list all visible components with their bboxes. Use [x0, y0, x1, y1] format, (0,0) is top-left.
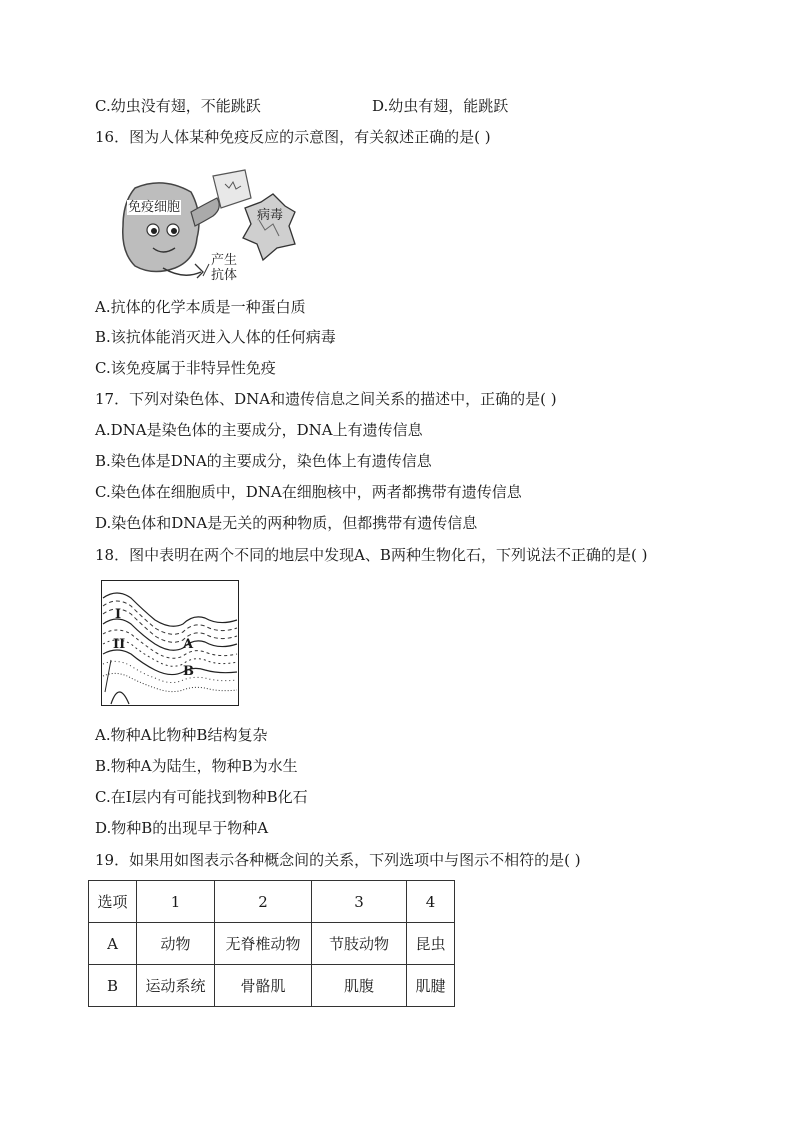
q16-option-c: C.该免疫属于非特异性免疫 [95, 359, 276, 377]
table-cell: 动物 [137, 923, 215, 965]
q17-option-a: A.DNA是染色体的主要成分，DNA上有遗传信息 [95, 421, 423, 439]
layer-i-label: I [115, 607, 122, 622]
strata-figure [101, 580, 239, 706]
table-row [89, 923, 455, 965]
q17-option-d: D.染色体和DNA是无关的两种物质，但都携带有遗传信息 [95, 514, 478, 532]
fossil-b-label: B [183, 664, 194, 679]
q18-option-a: A.物种A比物种B结构复杂 [95, 726, 268, 744]
q16-option-b: B.该抗体能消灭进入人体的任何病毒 [95, 328, 336, 346]
fossil-a-label: A [183, 637, 194, 652]
q15-option-d: D.幼虫有翅，能跳跃 [372, 97, 509, 115]
table-cell: 肌腹 [312, 965, 407, 1007]
q18-option-d: D.物种B的出现早于物种A [95, 819, 269, 837]
table-cell: 昆虫 [407, 923, 455, 965]
table-cell: 运动系统 [137, 965, 215, 1007]
table-cell: 节肢动物 [312, 923, 407, 965]
produce-label: 产生 [211, 253, 238, 268]
q18-stem: 18．图中表明在两个不同的地层中发现A、B两种生物化石，下列说法不正确的是( ) [95, 546, 648, 564]
q17-option-c: C.染色体在细胞质中，DNA在细胞核中，两者都携带有遗传信息 [95, 483, 522, 501]
q18-option-b: B.物种A为陆生，物种B为水生 [95, 757, 298, 775]
table-cell: A [89, 923, 137, 965]
table-header-cell: 选项 [89, 881, 137, 923]
q17-stem: 17．下列对染色体、DNA和遗传信息之间关系的描述中，正确的是( ) [95, 390, 557, 408]
table-header-cell: 1 [137, 881, 215, 923]
q17-option-b: B.染色体是DNA的主要成分，染色体上有遗传信息 [95, 452, 432, 470]
virus-label: 病毒 [257, 208, 284, 223]
immune-cell-label: 免疫细胞 [128, 200, 181, 215]
immune-response-illustration [113, 168, 303, 288]
table-header-cell: 4 [407, 881, 455, 923]
layer-ii-label: II [113, 637, 126, 652]
q19-options-table [88, 880, 455, 1007]
q16-option-a: A.抗体的化学本质是一种蛋白质 [95, 298, 306, 316]
q15-option-c: C.幼虫没有翅，不能跳跃 [95, 97, 261, 115]
table-header-row [89, 881, 455, 923]
antibody-label: 抗体 [211, 268, 238, 283]
table-header-cell: 3 [312, 881, 407, 923]
immune-response-figure [113, 168, 303, 288]
table-header-cell: 2 [215, 881, 312, 923]
table-cell: 肌腱 [407, 965, 455, 1007]
table-row [89, 965, 455, 1007]
q19-stem: 19．如果用如图表示各种概念间的关系，下列选项中与图示不相符的是( ) [95, 851, 581, 869]
table-cell: 无脊椎动物 [215, 923, 312, 965]
q16-stem: 16．图为人体某种免疫反应的示意图，有关叙述正确的是( ) [95, 128, 491, 146]
q18-option-c: C.在I层内有可能找到物种B化石 [95, 788, 308, 806]
table-cell: B [89, 965, 137, 1007]
table-cell: 骨骼肌 [215, 965, 312, 1007]
